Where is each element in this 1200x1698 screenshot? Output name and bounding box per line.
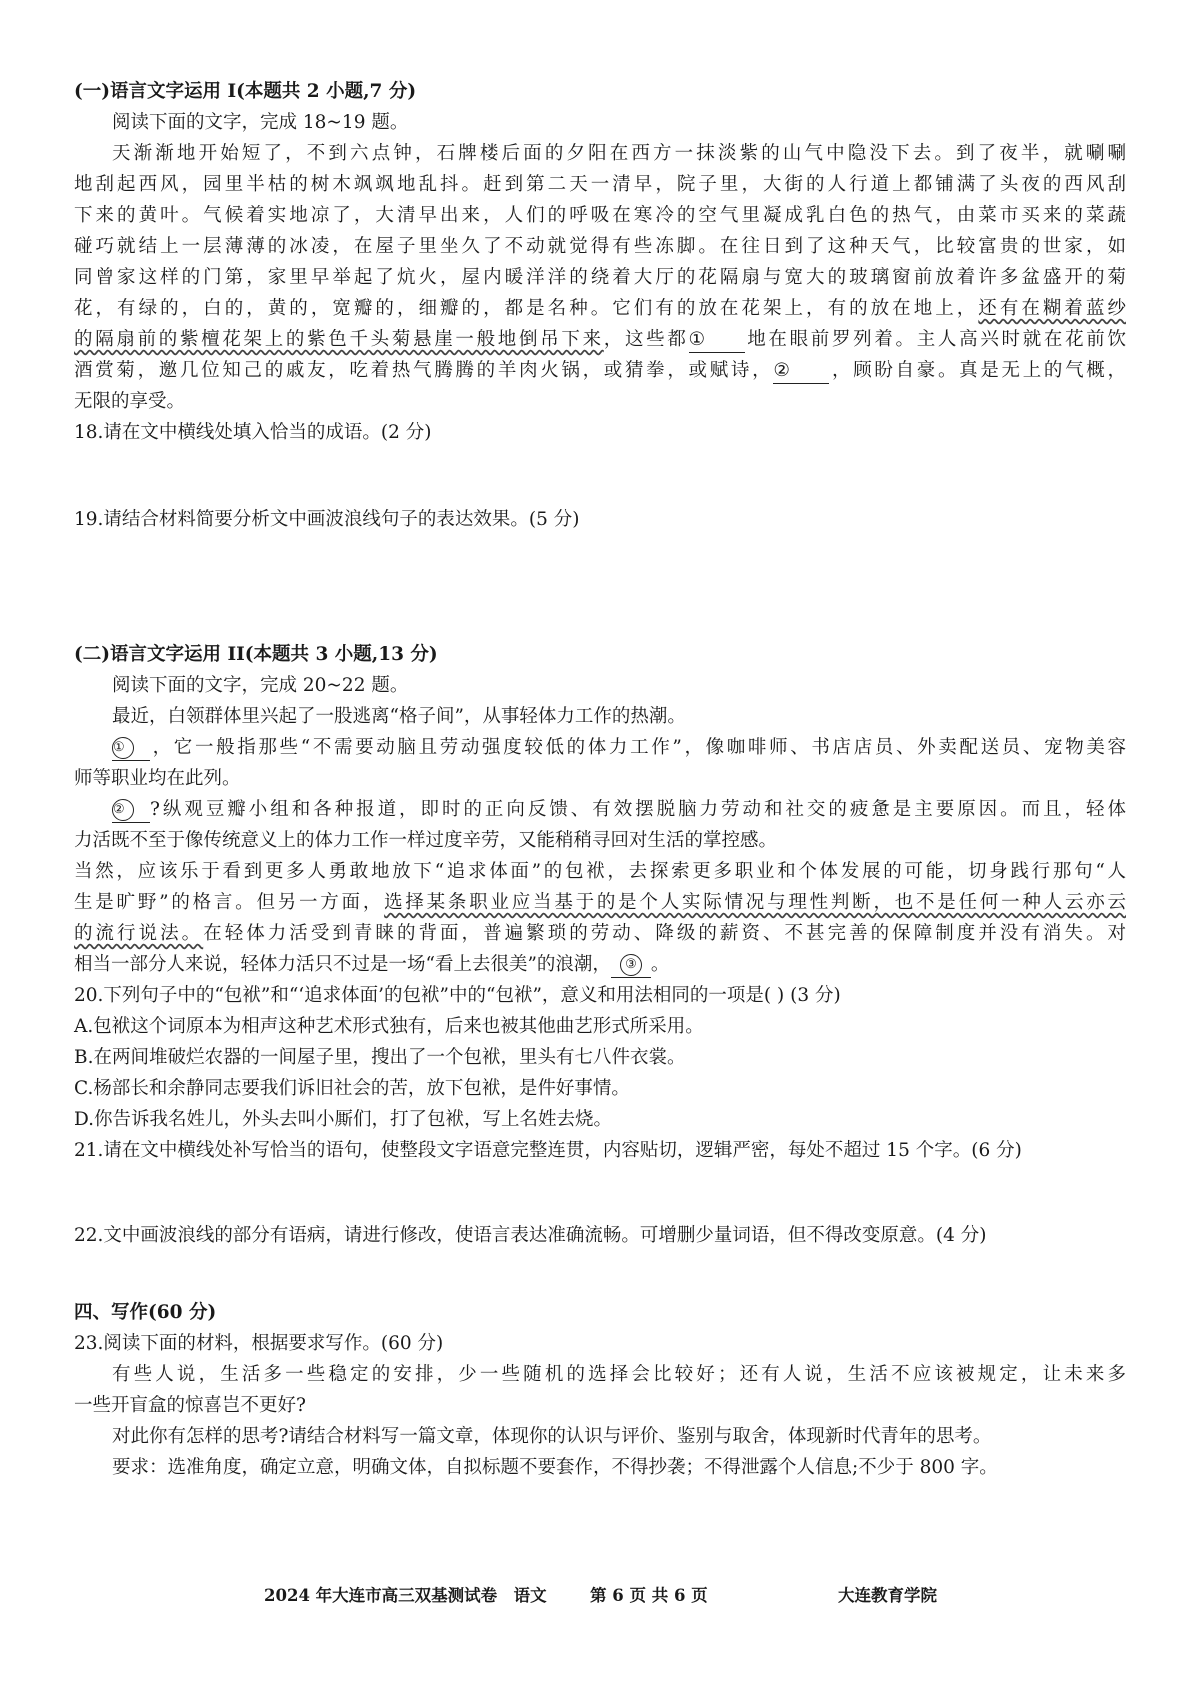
option-c: C.杨部长和余静同志要我们诉旧社会的苦，放下包袱，是件好事情。	[74, 1078, 630, 1099]
passage1-line: 同曾家这样的门第，家里早举起了炕火，屋内暖洋洋的绕着大厅的花隔扇与宽大的玻璃窗前放着许多盆盛开的菊	[74, 267, 1126, 288]
passage1-line: 无限的享受。	[74, 391, 186, 412]
passage1-line: 地刮起西风，园里半枯的树木飒飒地乱抖。赶到第二天一清早，院子里，大街的人行道上都铺满了头夜的西风刮	[74, 174, 1126, 195]
material-line: 有些人说，生活多一些稳定的安排，少一些随机的选择会比较好；还有人说，生活不应该被规定，让未来多	[112, 1364, 1126, 1385]
passage2-line: 当然，应该乐于看到更多人勇敢地放下“追求体面”的包袱，去探索更多职业和个体发展的可能，切身践行那句“人	[74, 861, 1126, 882]
passage2-line: 师等职业均在此列。	[74, 768, 241, 789]
option-a: A.包袱这个词原本为相声这种艺术形式独有，后来也被其他曲艺形式所采用。	[74, 1016, 704, 1037]
fill-blank-3	[611, 953, 651, 978]
section3-heading: 四、写作(60 分)	[74, 1302, 217, 1323]
passage1-line	[74, 324, 1126, 355]
passage2-line	[74, 887, 1126, 918]
passage2-line	[74, 794, 1126, 825]
passage-text: ，它一般指那些“不需要动脑且劳动强度较低的体力工作”，像咖啡师、书店店员、外卖配送员、宠物美容	[150, 737, 1126, 758]
passage2-line: 力活既不至于像传统意义上的体力工作一样过度辛劳，又能稍稍寻回对生活的掌控感。	[74, 830, 778, 851]
section1-intro: 阅读下面的文字，完成 18~19 题。	[112, 112, 409, 133]
fill-blank-1	[689, 328, 745, 353]
question-21: 21.请在文中横线处补写恰当的语句，使整段文字语意完整连贯，内容贴切，逻辑严密，每处不超过 15 个字。(6 分)	[74, 1140, 1022, 1161]
footer-exam-title: 2024 年大连市高三双基测试卷 语文	[264, 1586, 547, 1605]
passage2-line	[74, 732, 1126, 763]
wavy-sentence: 的隔扇前的紫檀花架上的紫色千头菊悬崖一般地倒吊下来	[74, 329, 604, 350]
passage-text: ，这些都	[603, 329, 689, 350]
passage2-line	[74, 949, 1126, 980]
question-23: 23.阅读下面的材料，根据要求写作。(60 分)	[74, 1333, 444, 1354]
material-line: 一些开盲盒的惊喜岂不更好?	[74, 1395, 306, 1416]
question-19: 19.请结合材料简要分析文中画波浪线句子的表达效果。(5 分)	[74, 509, 580, 530]
passage2-line	[74, 918, 1126, 949]
footer-organization: 大连教育学院	[838, 1586, 937, 1605]
passage-text: 生是旷野”的格言。但另一方面，	[74, 892, 385, 913]
passage-text: 花，有绿的，白的，黄的，宽瓣的，细瓣的，都是名种。它们有的放在花架上，有的放在地上，	[74, 298, 979, 319]
page-footer	[0, 1582, 1200, 1612]
question-22: 22.文中画波浪线的部分有语病，请进行修改，使语言表达准确流畅。可增删少量词语，但不得改变原意。(4 分)	[74, 1225, 987, 1246]
passage1-line: 下来的黄叶。气候着实地凉了，大清早出来，人们的呼吸在寒冷的空气里凝成乳白色的热气，由菜市买来的菜蔬	[74, 205, 1126, 226]
passage1-line: 碰巧就结上一层薄薄的冰凌，在屋子里坐久了不动就觉得有些冻脚。在往日到了这种天气，比较富贵的世家，如	[74, 236, 1126, 257]
passage-text: 相当一部分人来说，轻体力活只不过是一场“看上去很美”的浪潮，	[74, 954, 611, 975]
answer-space	[74, 1251, 1126, 1297]
answer-space	[74, 535, 1126, 639]
wavy-sentence: 还有在糊着蓝纱	[978, 298, 1126, 319]
question-20: 20.下列句子中的“包袱”和“‘追求体面’的包袱”中的“包袱”，意义和用法相同的一项是( ) (3 分)	[74, 985, 841, 1006]
passage1-line	[74, 293, 1126, 324]
section2-heading: (二)语言文字运用 II(本题共 3 小题,13 分)	[74, 644, 438, 665]
passage-text: 。	[650, 954, 670, 975]
fill-blank-1	[112, 736, 150, 761]
wavy-sentence: 的流行说法。	[74, 923, 204, 944]
material-line: 对此你有怎样的思考?请结合材料写一篇文章，体现你的认识与评价、鉴别与取舍，体现新时代青年的思考。	[112, 1426, 992, 1447]
answer-space	[74, 1166, 1126, 1220]
answer-space	[74, 448, 1126, 504]
option-b: B.在两间堆破烂农器的一间屋子里，搜出了一个包袱，里头有七八件衣裳。	[74, 1047, 686, 1068]
passage-text: 地在眼前罗列着。主人高兴时就在花前饮	[744, 329, 1126, 350]
section2-intro: 阅读下面的文字，完成 20~22 题。	[112, 675, 409, 696]
passage-text: 酒赏菊，邀几位知己的戚友，吃着热气腾腾的羊肉火锅，或猜拳，或赋诗，	[74, 360, 774, 381]
blank-number: ②	[112, 799, 134, 821]
fill-blank-2	[773, 359, 829, 384]
requirements-line: 要求：选准角度，确定立意，明确文体，自拟标题不要套作，不得抄袭；不得泄露个人信息;不少于 800 字。	[112, 1457, 998, 1478]
wavy-sentence: 选择某条职业应当基于的是个人实际情况与理性判断，也不是任何一种人云亦云	[384, 892, 1126, 913]
blank-number: ②	[773, 360, 790, 381]
fill-blank-2	[112, 798, 150, 823]
footer-page-number: 第 6 页 共 6 页	[590, 1586, 708, 1605]
question-18: 18.请在文中横线处填入恰当的成语。(2 分)	[74, 422, 432, 443]
option-d: D.你告诉我名姓儿，外头去叫小厮们，打了包袱，写上名姓去烧。	[74, 1109, 613, 1130]
passage1-line	[74, 355, 1126, 386]
passage-text: ?纵观豆瓣小组和各种报道，即时的正向反馈、有效摆脱脑力劳动和社交的疲惫是主要原因。而且，轻体	[150, 799, 1126, 820]
exam-page	[74, 76, 1126, 1483]
passage2-line: 最近，白领群体里兴起了一股逃离“格子间”，从事轻体力工作的热潮。	[112, 706, 686, 727]
blank-number: ①	[688, 329, 706, 350]
passage-text: 在轻体力活受到青睐的背面，普遍繁琐的劳动、降级的薪资、不甚完善的保障制度并没有消失。对	[203, 923, 1126, 944]
passage-text: ，顾盼自豪。真是无上的气概，	[829, 360, 1126, 381]
blank-number: ③	[620, 954, 642, 976]
section1-heading: (一)语言文字运用 I(本题共 2 小题,7 分)	[74, 81, 417, 102]
passage1-line: 天渐渐地开始短了，不到六点钟，石牌楼后面的夕阳在西方一抹淡紫的山气中隐没下去。到了夜半，就唰唰	[112, 143, 1126, 164]
blank-number: ①	[112, 737, 134, 759]
